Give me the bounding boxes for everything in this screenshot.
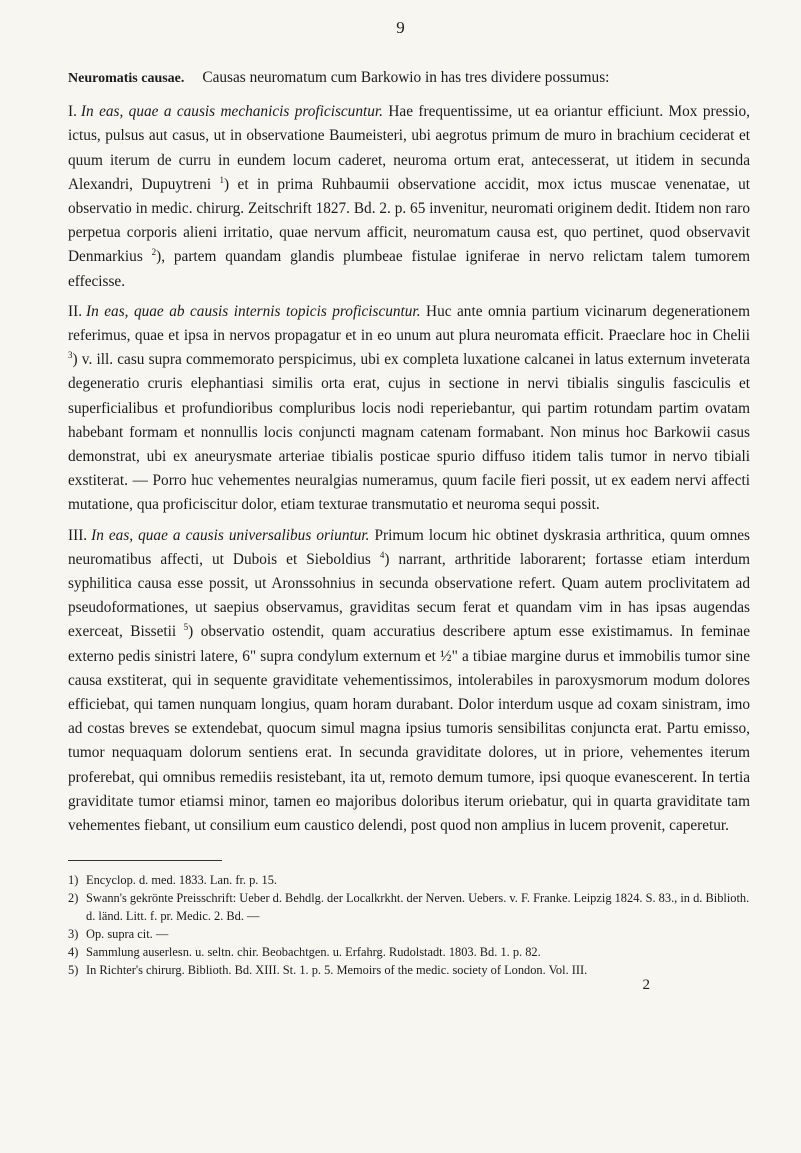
- paragraph-text: ), partem quandam glandis plumbeae fistulae igniferae in nervo relictam talem tumorem effecisse.: [68, 248, 750, 290]
- paragraph-text: Hae frequentissime, ut ea oriantur efficiunt. Mox pressio, ictus, pulsus aut casus, ut in observatione Baumeisteri, ubi aegrotus primum de muro in brachium ceciderat et quum iterum de curru in eundem locum caderet, neuroma ortum erat, antecesserat, ut itidem in secunda Alexandri, Dupuytreni: [68, 103, 750, 193]
- paragraph-text: ) et in prima Ruhbaumii observatione accidit, mox ictus muscae venenatae, ut observatio in medic. chirurg. Zeitschrift 1827. Bd. 2. p. 65 invenitur, neuromati originem dedit. Itidem non raro perpetua corporis alieni irritatio, quae nervum afficit, neuromatum causa est, quo pertinet, quod observavit Denmarkius: [68, 175, 750, 266]
- paragraph-text: ) narrant, arthritide laborarent; fortasse etiam interdum syphilitica causa esse possit, ut Aronssohnius in secunda observatione refert. Quam autem proclivitatem ad pseudoformationes, ut saepius observamus, graviditas secum ferat et quandam vim in has ipsas augendas exerceat, Bissetii: [68, 550, 750, 641]
- page-number: 9: [396, 18, 405, 37]
- footnote-text: Encyclop. d. med. 1833. Lan. fr. p. 15.: [86, 873, 277, 888]
- margin-label: Neuromatis causae.: [68, 71, 185, 86]
- footnote-ref: 5: [183, 622, 189, 633]
- footnote-number: 3): [68, 927, 79, 942]
- paragraph-1: [68, 100, 750, 294]
- signature-mark: 2: [642, 977, 650, 994]
- paragraph-2: [68, 300, 750, 518]
- paragraph-3: [68, 524, 750, 839]
- footnote-ref: 4: [379, 549, 385, 560]
- footnote-number: 5): [68, 963, 79, 978]
- footnote-text: Op. supra cit. —: [86, 927, 169, 942]
- section-number: I.: [68, 103, 77, 121]
- paragraph-text: Huc ante omnia partium vicinarum degenerationem referimus, quae et ipsa in nervos propagatur et in eo unum aut plura neuromata efficit. Praeclare hoc in Chelii: [68, 302, 751, 345]
- footnote-number: 4): [68, 945, 79, 960]
- paragraph-text: ) observatio ostendit, quam accuratius describere aptum esse existimamus. In feminae externo pedis sinistri latere, 6" supra condylum externum et ½" a tibiae margine durus et immobilis tumor sine causa exstiterat, qui in sequente graviditate vehementissimos, intolerabiles in paroxysmorum modum dolores efficiebat, qui tamen nunquam longius, quam horam durabant. Dolor interdum usque ad coxam sinistram, imo ad costas breves se extendebat, quocum simul magna ipsius tumoris sensibilitas conjuncta erat. Partu emisso, tumor nequaquam dolorum sentiens erat. In secunda graviditate dolores, ut in priore, vehementes iterum proferebat, qui omnibus remediis resistebant, ita ut, remoto demum tumore, ipsi quoque evanescerent. In tertia graviditate tumor etiamsi minor, tamen eo majoribus doloribus iterum oriebatur, qui in quarta graviditate tam vehementes fiebant, ut consilium eum caustico delendi, post quod non amplius in lucem provenit, caperetur.: [68, 623, 750, 835]
- footnote-ref: 2: [151, 247, 157, 258]
- section-title: In eas, quae a causis mechanicis proficiscuntur.: [80, 103, 383, 121]
- footnote-number: 1): [68, 873, 79, 888]
- section-title: In eas, quae ab causis internis topicis proficiscuntur.: [86, 302, 421, 320]
- footnote: [68, 889, 750, 925]
- footnote-text: Sammlung auserlesn. u. seltn. chir. Beobachtgen. u. Erfahrg. Rudolstadt. 1803. Bd. 1. p. 82.: [86, 945, 541, 960]
- paragraph-text: ) v. ill. casu supra commemorato perspicimus, ubi ex completa luxatione calcanei in latus externum inveterata degeneratio cruris elephantiasi similis orta erat, cujus in sectione in nervi tibialis singulis fasciculis et superficialibus et profundioribus compluribus locis nodi reperiebantur, qui partim rotundam partim ovatam habebant formam et nonnullis locis conjuncti magnam catenam formabant. Non minus hoc Barkowii casus demonstrat, ubi ex aneurysmate arteriae tibialis posticae spurio diffuso itidem talis tumor in nervo tibiali exstiterat. — Porro huc vehementes neuralgias numeramus, quum facile fieri possit, ut ex eadem nervi affecti mutatione, qua proficiscitur dolor, etiam texturae transmutatio et neuroma sequi possit.: [68, 351, 750, 514]
- section-heading: [68, 66, 750, 91]
- footnote: [68, 925, 750, 943]
- section-title: In eas, quae a causis universalibus oriuntur.: [91, 526, 370, 544]
- footnote: [68, 871, 750, 889]
- footnote-ref: 3: [68, 350, 73, 361]
- footnote: [68, 943, 750, 961]
- section-number: III.: [68, 526, 88, 544]
- footnote-divider: [68, 860, 222, 861]
- footnote-ref: 1: [219, 174, 225, 185]
- paragraph-text: Primum locum hic obtinet dyskrasia arthritica, quum omnes neuromatibus affecti, ut Dubois et Sieboldius: [68, 526, 750, 568]
- footnote-text: Swann's gekrönte Preisschrift: Ueber d. Behdlg. der Localkrkht. der Nerven. Uebers. v. F. Franke. Leipzig 1824. S. 83., in d. Biblioth. d. länd. Litt. f. pr. Medic. 2. Bd. —: [86, 891, 750, 924]
- footnote-number: 2): [68, 891, 79, 906]
- section-number: II.: [68, 302, 83, 320]
- page-content: [68, 66, 750, 994]
- footnotes: [68, 871, 750, 979]
- footnote-text: In Richter's chirurg. Biblioth. Bd. XIII. St. 1. p. 5. Memoirs of the medic. society of London. Vol. III.: [86, 963, 588, 978]
- heading-text: Causas neuromatum cum Barkowio in has tres dividere possumus:: [202, 69, 610, 86]
